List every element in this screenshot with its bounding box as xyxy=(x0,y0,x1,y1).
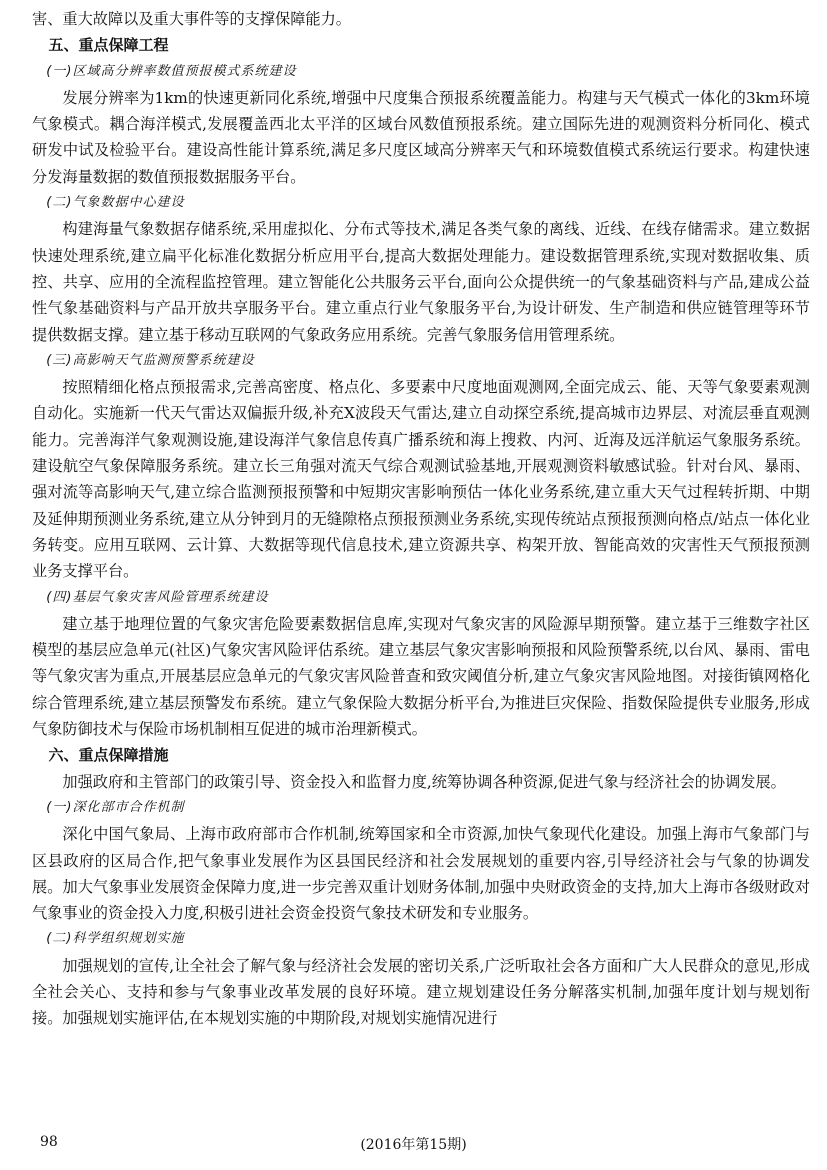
document-body xyxy=(32,6,810,1032)
subsection-heading-5-3: (三)高影响天气监测预警系统建设 xyxy=(46,352,255,368)
issue-label: (2016年第15期) xyxy=(360,1137,467,1153)
subsection-heading-5-4: (四)基层气象灾害风险管理系统建设 xyxy=(46,589,269,605)
continued-paragraph: 害、重大故障以及重大事件等的支撑保障能力。 xyxy=(32,10,351,28)
section-heading-5: 五、重点保障工程 xyxy=(48,36,169,55)
paragraph-5-3: 按照精细化格点预报需求,完善高密度、格点化、多要素中尺度地面观测网,全面完成云、能、天等气象要素观测自动化。实施新一代天气雷达双偏振升级,补充X波段天气雷达,建立自动探空系统,提高城市边界层、对流层垂直观测能力。完善海洋气象观测设施,建设海洋气象信息传真广播系统和海上搜救、内河、近海及远洋航运气象服务系统。建设航空气象保障服务系统。建立长三角强对流天气综合观测试验基地,开展观测资料敏感试验。针对台风、暴雨、强对流等高影响天气,建立综合监测预报预警和中短期灾害影响预估一体化业务系统,建立重大天气过程转折期、中期及延伸期预测业务系统,建立从分钟到月的无缝隙格点预报预测业务系统,实现传统站点预报预测向格点/站点一体化业务转变。应用互联网、云计算、大数据等现代信息技术,建立资源共享、构架开放、智能高效的灾害性天气预报预测业务支撑平台。 xyxy=(32,378,810,581)
subsection-heading-5-1: (一)区域高分辨率数值预报模式系统建设 xyxy=(46,63,297,79)
paragraph-6-intro: 加强政府和主管部门的政策引导、资金投入和监督力度,统筹协调各种资源,促进气象与经济社会的协调发展。 xyxy=(62,772,786,791)
paragraph-6-1: 深化中国气象局、上海市政府部市合作机制,统筹国家和全市资源,加快气象现代化建设。加强上海市气象部门与区县政府的区局合作,把气象事业发展作为区县国民经济和社会发展规划的重要内容,引导经济社会与气象的协调发展。加大气象事业发展资金保障力度,进一步完善双重计划财务体制,加强中央财政资金的支持,加大上海市各级财政对气象事业的资金投入力度,积极引进社会资金投资气象技术研发和专业服务。 xyxy=(32,825,810,923)
subsection-heading-6-1: (一)深化部市合作机制 xyxy=(46,799,185,815)
paragraph-5-4: 建立基于地理位置的气象灾害危险要素数据信息库,实现对气象灾害的风险源早期预警。建立基于三维数字社区模型的基层应急单元(社区)气象灾害风险评估系统。建立基层气象灾害影响预报和风险预警系统,以台风、暴雨、雷电等气象灾害为重点,开展基层应急单元的气象灾害风险普查和致灾阈值分析,建立气象灾害风险地图。对接街镇网格化综合管理系统,建立基层预警发布系统。建立气象保险大数据分析平台,为推进巨灾保险、指数保险提供专业服务,形成气象防御技术与保险市场机制相互促进的城市治理新模式。 xyxy=(32,614,810,739)
paragraph-6-2: 加强规划的宣传,让全社会了解气象与经济社会发展的密切关系,广泛听取社会各方面和广大人民群众的意见,形成全社会关心、支持和参与气象事业改革发展的良好环境。建立规划建设任务分解落实机制,加强年度计划与规划衔接。加强规划实施评估,在本规划实施的中期阶段,对规划实施情况进行 xyxy=(32,956,810,1028)
page-number: 98 xyxy=(40,1134,58,1150)
paragraph-5-2: 构建海量气象数据存储系统,采用虚拟化、分布式等技术,满足各类气象的离线、近线、在线存储需求。建立数据快速处理系统,建立扁平化标准化数据分析应用平台,提高大数据处理能力。建设数据管理系统,实现对数据收集、质控、共享、应用的全流程监控管理。建立智能化公共服务云平台,面向公众提供统一的气象基础资料与产品,建成公益性气象基础资料与产品开放共享服务平台。建立重点行业气象服务平台,为设计研发、生产制造和供应链管理等环节提供数据支撑。建立基于移动互联网的气象政务应用系统。完善气象服务信用管理系统。 xyxy=(32,220,810,344)
subsection-heading-6-2: (二)科学组织规划实施 xyxy=(46,931,185,947)
section-heading-6: 六、重点保障措施 xyxy=(48,746,169,765)
paragraph-5-1: 发展分辨率为1km的快速更新同化系统,增强中尺度集合预报系统覆盖能力。构建与天气模式一体化的3km环境气象模式。耦合海洋模式,发展覆盖西北太平洋的区域台风数值预报系统。建立国际先进的观测资料分析同化、模式研发中试及检验平台。建设高性能计算系统,满足多尺度区域高分辨率天气和环境数值模式系统运行要求。构建快速分发海量数据的数值预报数据服务平台。 xyxy=(32,88,810,186)
page-footer xyxy=(0,1134,827,1158)
subsection-heading-5-2: (二)气象数据中心建设 xyxy=(46,195,185,211)
